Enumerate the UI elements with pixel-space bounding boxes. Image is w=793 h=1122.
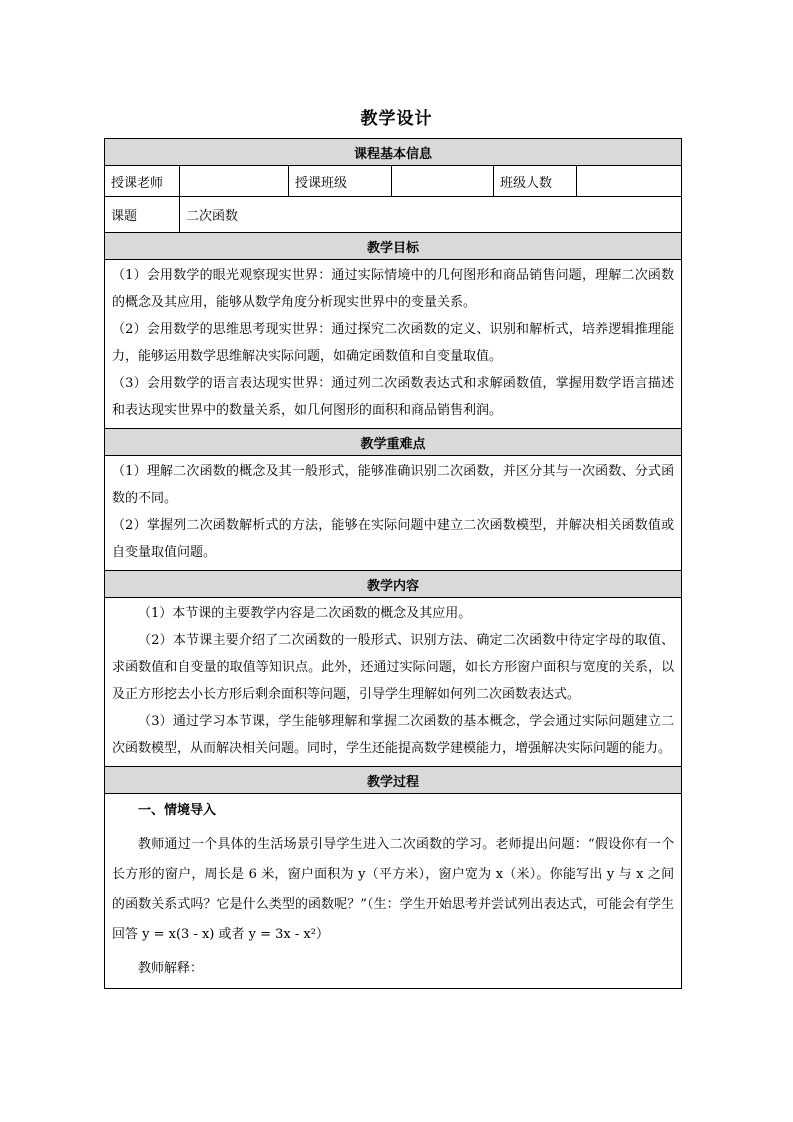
content-cell — [105, 598, 682, 767]
class-label: 授课班级 — [289, 166, 392, 197]
key-point-item: （2）掌握列二次函数解析式的方法，能够在实际问题中建立二次函数模型，并解决相关函数值或自变量取值问题。 — [112, 518, 675, 560]
process-row — [105, 794, 682, 989]
objectives-cell — [105, 260, 682, 429]
teacher-label: 授课老师 — [105, 166, 180, 197]
key-point-item: （1）理解二次函数的概念及其一般形式，能够准确识别二次函数，并区分其与一次函数、分式函数的不同。 — [112, 464, 675, 506]
objectives-header-row — [105, 233, 682, 260]
objective-item: （3）会用数学的语言表达现实世界：通过列二次函数表达式和求解函数值，掌握用数学语言描述和表达现实世界中的数量关系，如几何图形的面积和商品销售利润。 — [112, 376, 675, 418]
teacher-class-row — [105, 166, 682, 197]
process-cell — [105, 794, 682, 989]
topic-label: 课题 — [105, 197, 180, 233]
basic-info-heading: 课程基本信息 — [105, 139, 682, 166]
document-title: 教学设计 — [360, 109, 433, 129]
topic-value: 二次函数 — [180, 197, 682, 233]
content-header-row — [105, 571, 682, 598]
process-heading: 教学过程 — [105, 767, 682, 794]
key-points-cell — [105, 456, 682, 571]
process-header-row — [105, 767, 682, 794]
process-paragraph: 教师解释： — [138, 961, 204, 976]
objectives-row — [105, 260, 682, 429]
content-heading: 教学内容 — [105, 571, 682, 598]
topic-row — [105, 197, 682, 233]
key-points-row — [105, 456, 682, 571]
process-subheading: 一、情境导入 — [138, 803, 217, 818]
objectives-heading: 教学目标 — [105, 233, 682, 260]
content-item: （1）本节课的主要教学内容是二次函数的概念及其应用。 — [138, 606, 472, 621]
objective-item: （2）会用数学的思维思考现实世界：通过探究二次函数的定义、识别和解析式，培养逻辑推理能力，能够运用数学思维解决实际问题，如确定函数值和自变量取值。 — [112, 322, 675, 364]
teacher-value — [180, 166, 289, 197]
class-size-label: 班级人数 — [494, 166, 577, 197]
key-points-heading: 教学重难点 — [105, 429, 682, 456]
content-item: （3）通过学习本节课，学生能够理解和掌握二次函数的基本概念，学会通过实际问题建立二次函数模型，从而解决相关问题。同时，学生还能提高数学建模能力，增强解决实际问题的能力。 — [112, 714, 675, 756]
objective-item: （1）会用数学的眼光观察现实世界：通过实际情境中的几何图形和商品销售问题，理解二次函数的概念及其应用，能够从数学角度分析现实世界中的变量关系。 — [112, 268, 675, 310]
process-paragraph: 教师通过一个具体的生活场景引导学生进入二次函数的学习。老师提出问题：“假设你有一个长方形的窗户，周长是 6 米，窗户面积为 y（平方米），窗户宽为 x（米）。你能写出 y 与 x 之间的函数关系式吗？它是什么类型的函数呢？”（生：学生开始思考并尝试列出表达式，可能会有学生回答 y = x(3 - x) 或者 y = 3x - x²） — [112, 837, 675, 942]
class-value — [392, 166, 494, 197]
content-row — [105, 598, 682, 767]
class-size-value — [577, 166, 682, 197]
key-points-header-row — [105, 429, 682, 456]
lesson-plan-table — [104, 138, 682, 989]
content-item: （2）本节课主要介绍了二次函数的一般形式、识别方法、确定二次函数中待定字母的取值、求函数值和自变量的取值等知识点。此外，还通过实际问题，如长方形窗户面积与宽度的关系，以及正方形挖去小长方形后剩余面积等问题，引导学生理解如何列二次函数表达式。 — [112, 633, 675, 702]
basic-info-header-row — [105, 139, 682, 166]
